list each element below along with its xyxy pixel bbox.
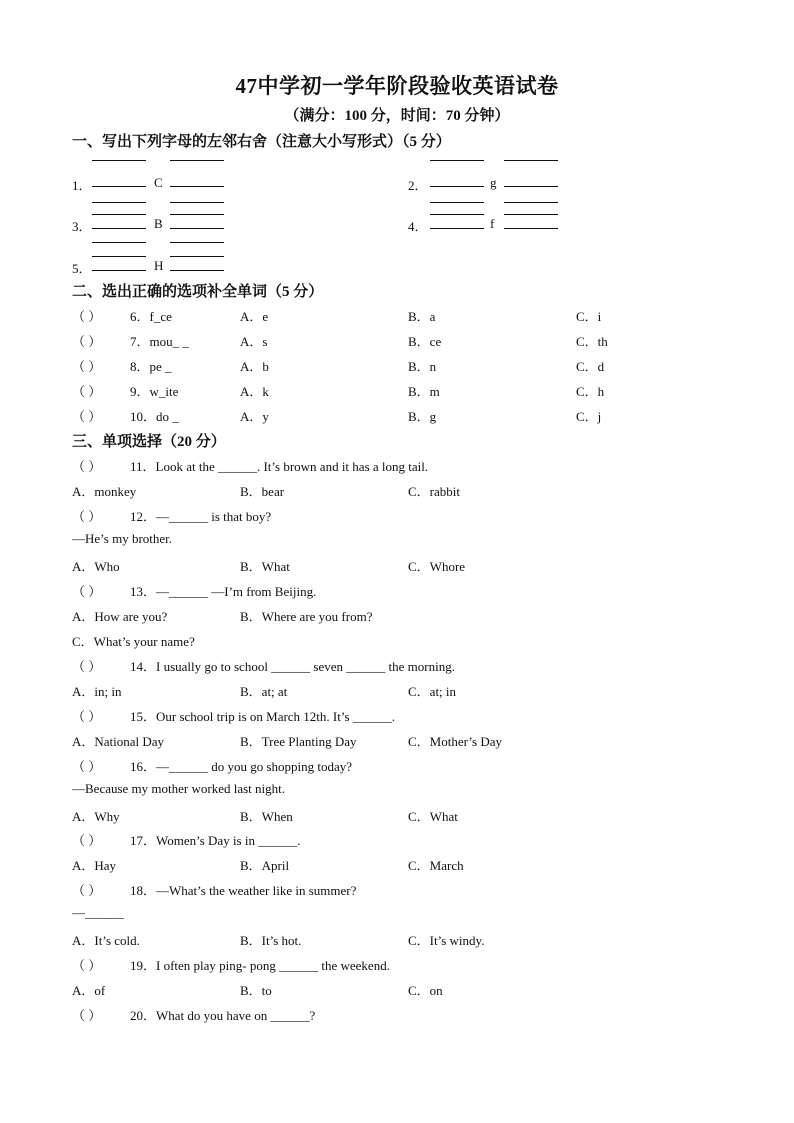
option-a: A．e: [240, 309, 269, 324]
question-text: 10．do _: [130, 409, 179, 424]
answer-line[interactable]: [92, 242, 146, 243]
answer-line[interactable]: [92, 214, 146, 215]
option-a: A．b: [240, 359, 269, 374]
answer-bracket[interactable]: （ ）: [72, 883, 102, 898]
page-title: 47中学初一学年阶段验收英语试卷: [235, 74, 559, 98]
option-a: A．Why: [72, 809, 120, 824]
item-number: 2．: [408, 178, 428, 193]
answer-line[interactable]: [504, 186, 558, 187]
answer-line[interactable]: [430, 202, 484, 203]
answer-bracket[interactable]: （ ）: [72, 309, 102, 324]
page-subtitle: （满分：100 分，时间：70 分钟）: [284, 108, 510, 124]
answer-bracket[interactable]: （ ）: [72, 759, 102, 774]
option-a: A．Hay: [72, 858, 117, 873]
question-text: 20．What do you have on ______?: [130, 1008, 316, 1023]
item-number: 5．: [72, 261, 92, 276]
answer-line[interactable]: [92, 186, 146, 187]
answer-line[interactable]: [170, 186, 224, 187]
option-c: C．th: [576, 334, 608, 349]
option-b: B．It’s hot.: [240, 933, 302, 948]
option-a: A．s: [240, 334, 268, 349]
option-b: B．at; at: [240, 684, 288, 699]
question-reply: —Because my mother worked last night.: [72, 781, 286, 796]
option-b: B．What: [240, 559, 290, 574]
answer-bracket[interactable]: （ ）: [72, 509, 102, 524]
item-number: 3．: [72, 219, 92, 234]
answer-bracket[interactable]: （ ）: [72, 709, 102, 724]
option-a: A．y: [240, 409, 269, 424]
answer-line[interactable]: [504, 160, 558, 161]
answer-line[interactable]: [92, 202, 146, 203]
question-text: 11．Look at the ______. It’s brown and it has a long tail.: [130, 459, 429, 474]
question-text: 19．I often play ping- pong ______ the weekend.: [130, 958, 390, 973]
answer-bracket[interactable]: （ ）: [72, 334, 102, 349]
section-3-heading: 三、单项选择（20 分）: [72, 434, 226, 450]
option-c: C．Whore: [408, 559, 466, 574]
option-b: B．April: [240, 858, 290, 873]
answer-line[interactable]: [170, 270, 224, 271]
answer-bracket[interactable]: （ ）: [72, 459, 102, 474]
question-text: 7．mou_ _: [130, 334, 189, 349]
option-a: A．National Day: [72, 734, 165, 749]
question-text: 17．Women’s Day is in ______.: [130, 833, 301, 848]
answer-line[interactable]: [430, 186, 484, 187]
answer-line[interactable]: [92, 256, 146, 257]
option-b: B．a: [408, 309, 436, 324]
option-c: C．at; in: [408, 684, 457, 699]
option-b: B．ce: [408, 334, 442, 349]
option-a: A．in; in: [72, 684, 122, 699]
option-a: A．of: [72, 983, 106, 998]
question-text: 8．pe _: [130, 359, 172, 374]
answer-bracket[interactable]: （ ）: [72, 833, 102, 848]
option-c: C．j: [576, 409, 602, 424]
option-c: C．h: [576, 384, 605, 399]
option-c: C．i: [576, 309, 602, 324]
option-a: A．Who: [72, 559, 120, 574]
answer-bracket[interactable]: （ ）: [72, 409, 102, 424]
given-letter: f: [490, 216, 495, 231]
option-a: A．monkey: [72, 484, 137, 499]
option-c: C．on: [408, 983, 443, 998]
option-b: B．g: [408, 409, 437, 424]
question-reply: —______: [72, 905, 124, 920]
answer-line[interactable]: [504, 202, 558, 203]
option-c: C．Mother’s Day: [408, 734, 503, 749]
question-text: 9．w_ite: [130, 384, 179, 399]
option-a: A．How are you?: [72, 609, 168, 624]
answer-line[interactable]: [430, 228, 484, 229]
option-c: C．March: [408, 858, 464, 873]
question-text: 15．Our school trip is on March 12th. It’s ______.: [130, 709, 396, 724]
answer-line[interactable]: [170, 256, 224, 257]
option-c: C．What’s your name?: [72, 634, 195, 649]
option-c: C．It’s windy.: [408, 933, 485, 948]
section-2-heading: 二、选出正确的选项补全单词（5 分）: [72, 284, 324, 300]
option-b: B．Tree Planting Day: [240, 734, 357, 749]
answer-line[interactable]: [92, 228, 146, 229]
answer-line[interactable]: [170, 202, 224, 203]
answer-bracket[interactable]: （ ）: [72, 584, 102, 599]
answer-bracket[interactable]: （ ）: [72, 1008, 102, 1023]
answer-line[interactable]: [170, 228, 224, 229]
question-text: 14．I usually go to school ______ seven ______ the morning.: [130, 659, 455, 674]
question-text: 13．—______ —I’m from Beijing.: [130, 584, 317, 599]
section-1-heading: 一、写出下列字母的左邻右舍（注意大小写形式）（5 分）: [72, 134, 451, 150]
question-reply: —He’s my brother.: [72, 531, 173, 546]
option-b: B．to: [240, 983, 272, 998]
answer-line[interactable]: [92, 270, 146, 271]
given-letter: g: [490, 175, 497, 190]
answer-line[interactable]: [170, 214, 224, 215]
question-text: 6．f_ce: [130, 309, 172, 324]
option-b: B．n: [408, 359, 437, 374]
given-letter: B: [154, 216, 163, 231]
answer-bracket[interactable]: （ ）: [72, 384, 102, 399]
answer-line[interactable]: [430, 160, 484, 161]
option-c: C．rabbit: [408, 484, 460, 499]
question-text: 16．—______ do you go shopping today?: [130, 759, 353, 774]
answer-bracket[interactable]: （ ）: [72, 958, 102, 973]
option-a: A．It’s cold.: [72, 933, 140, 948]
option-b: B．m: [408, 384, 440, 399]
answer-line[interactable]: [430, 214, 484, 215]
answer-line[interactable]: [504, 228, 558, 229]
option-a: A．k: [240, 384, 269, 399]
answer-bracket[interactable]: （ ）: [72, 359, 102, 374]
option-b: B．When: [240, 809, 293, 824]
question-text: 12．—______ is that boy?: [130, 509, 272, 524]
question-text: 18．—What’s the weather like in summer?: [130, 883, 357, 898]
option-b: B．Where are you from?: [240, 609, 373, 624]
option-c: C．What: [408, 809, 458, 824]
option-c: C．d: [576, 359, 605, 374]
answer-line[interactable]: [170, 160, 224, 161]
given-letter: C: [154, 175, 163, 190]
option-b: B．bear: [240, 484, 285, 499]
answer-line[interactable]: [170, 242, 224, 243]
answer-line[interactable]: [92, 160, 146, 161]
given-letter: H: [154, 258, 164, 273]
item-number: 4．: [408, 219, 428, 234]
answer-bracket[interactable]: （ ）: [72, 659, 102, 674]
answer-line[interactable]: [504, 214, 558, 215]
item-number: 1．: [72, 178, 92, 193]
